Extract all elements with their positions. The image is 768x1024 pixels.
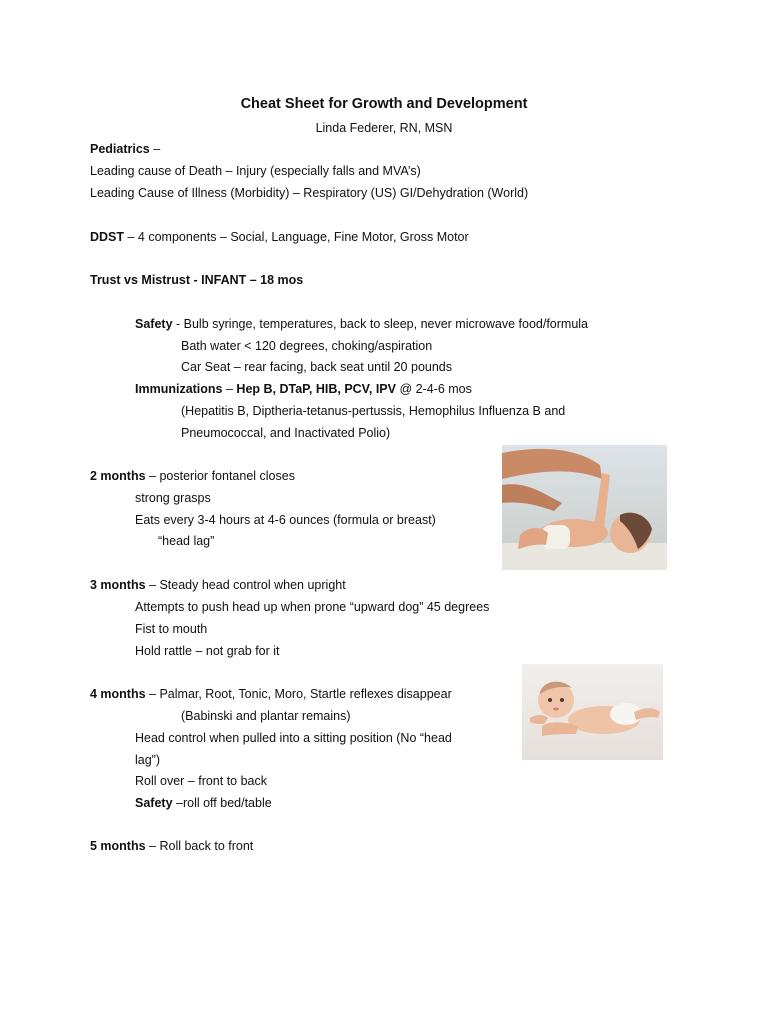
page-title: Cheat Sheet for Growth and Development (240, 96, 528, 112)
pediatrics-dash: – (149, 142, 161, 156)
leading-death: Leading cause of Death – Injury (especially falls and MVA’s) (90, 164, 421, 178)
safety-carseat: Car Seat – rear facing, back seat until 20 pounds (181, 360, 452, 374)
immunizations-detail-2: Pneumococcal, and Inactivated Polio) (181, 426, 391, 440)
safety-bath: Bath water < 120 degrees, choking/aspiration (181, 339, 433, 353)
leading-illness: Leading Cause of Illness (Morbidity) – Respiratory (US) GI/Dehydration (World) (90, 186, 529, 200)
safety-line (135, 316, 588, 332)
month3-label: 3 months (90, 578, 146, 592)
infant-photo-head-lag (502, 445, 667, 570)
immunizations-line (135, 381, 472, 397)
month4-safety-text: –roll off bed/table (172, 796, 272, 810)
immunizations-schedule: @ 2-4-6 mos (395, 382, 472, 396)
trust-heading: Trust vs Mistrust - INFANT – 18 mos (90, 273, 304, 287)
month5-line (90, 838, 253, 854)
month2-label: 2 months (90, 469, 146, 483)
month5-text: – Roll back to front (145, 839, 254, 853)
month2-text: – posterior fontanel closes (145, 469, 295, 483)
ddst-label: DDST (90, 230, 125, 244)
month2-line (90, 468, 295, 484)
month4-line (90, 686, 452, 702)
infant-illustration-2 (522, 664, 663, 760)
infant-illustration-1 (502, 445, 667, 570)
month4-safety-label: Safety (135, 796, 173, 810)
immunizations-dash: – (222, 382, 237, 396)
month4-item: Head control when pulled into a sitting position (No “head (135, 731, 452, 745)
month4-text: – Palmar, Root, Tonic, Moro, Startle reflexes disappear (145, 687, 452, 701)
ddst-text: – 4 components – Social, Language, Fine Motor, Gross Motor (124, 230, 469, 244)
month3-text: – Steady head control when upright (145, 578, 346, 592)
safety-label: Safety (135, 317, 173, 331)
ddst-line (90, 229, 469, 245)
month4-sub: (Babinski and plantar remains) (181, 709, 351, 723)
month4-item: lag”) (135, 753, 161, 767)
month2-item: strong grasps (135, 491, 211, 505)
immunizations-detail-1: (Hepatitis B, Diptheria-tetanus-pertussis, Hemophilus Influenza B and (181, 404, 566, 418)
author: Linda Federer, RN, MSN (315, 121, 453, 135)
month2-item: “head lag” (158, 534, 215, 548)
month5-label: 5 months (90, 839, 146, 853)
safety-text: - Bulb syringe, temperatures, back to sleep, never microwave food/formula (172, 317, 588, 331)
month3-line (90, 577, 346, 593)
month3-item: Hold rattle – not grab for it (135, 644, 280, 658)
month2-item: Eats every 3-4 hours at 4-6 ounces (formula or breast) (135, 513, 436, 527)
pediatrics-label: Pediatrics (90, 142, 150, 156)
month4-label: 4 months (90, 687, 146, 701)
month3-item: Attempts to push head up when prone “upward dog” 45 degrees (135, 600, 490, 614)
month3-item: Fist to mouth (135, 622, 208, 636)
pediatrics-heading (90, 141, 160, 157)
month4-safety-line (135, 795, 272, 811)
immunizations-label: Immunizations (135, 382, 223, 396)
infant-photo-prone (522, 664, 663, 760)
month4-item: Roll over – front to back (135, 774, 268, 788)
immunizations-vaccines: Hep B, DTaP, HIB, PCV, IPV (236, 382, 396, 396)
